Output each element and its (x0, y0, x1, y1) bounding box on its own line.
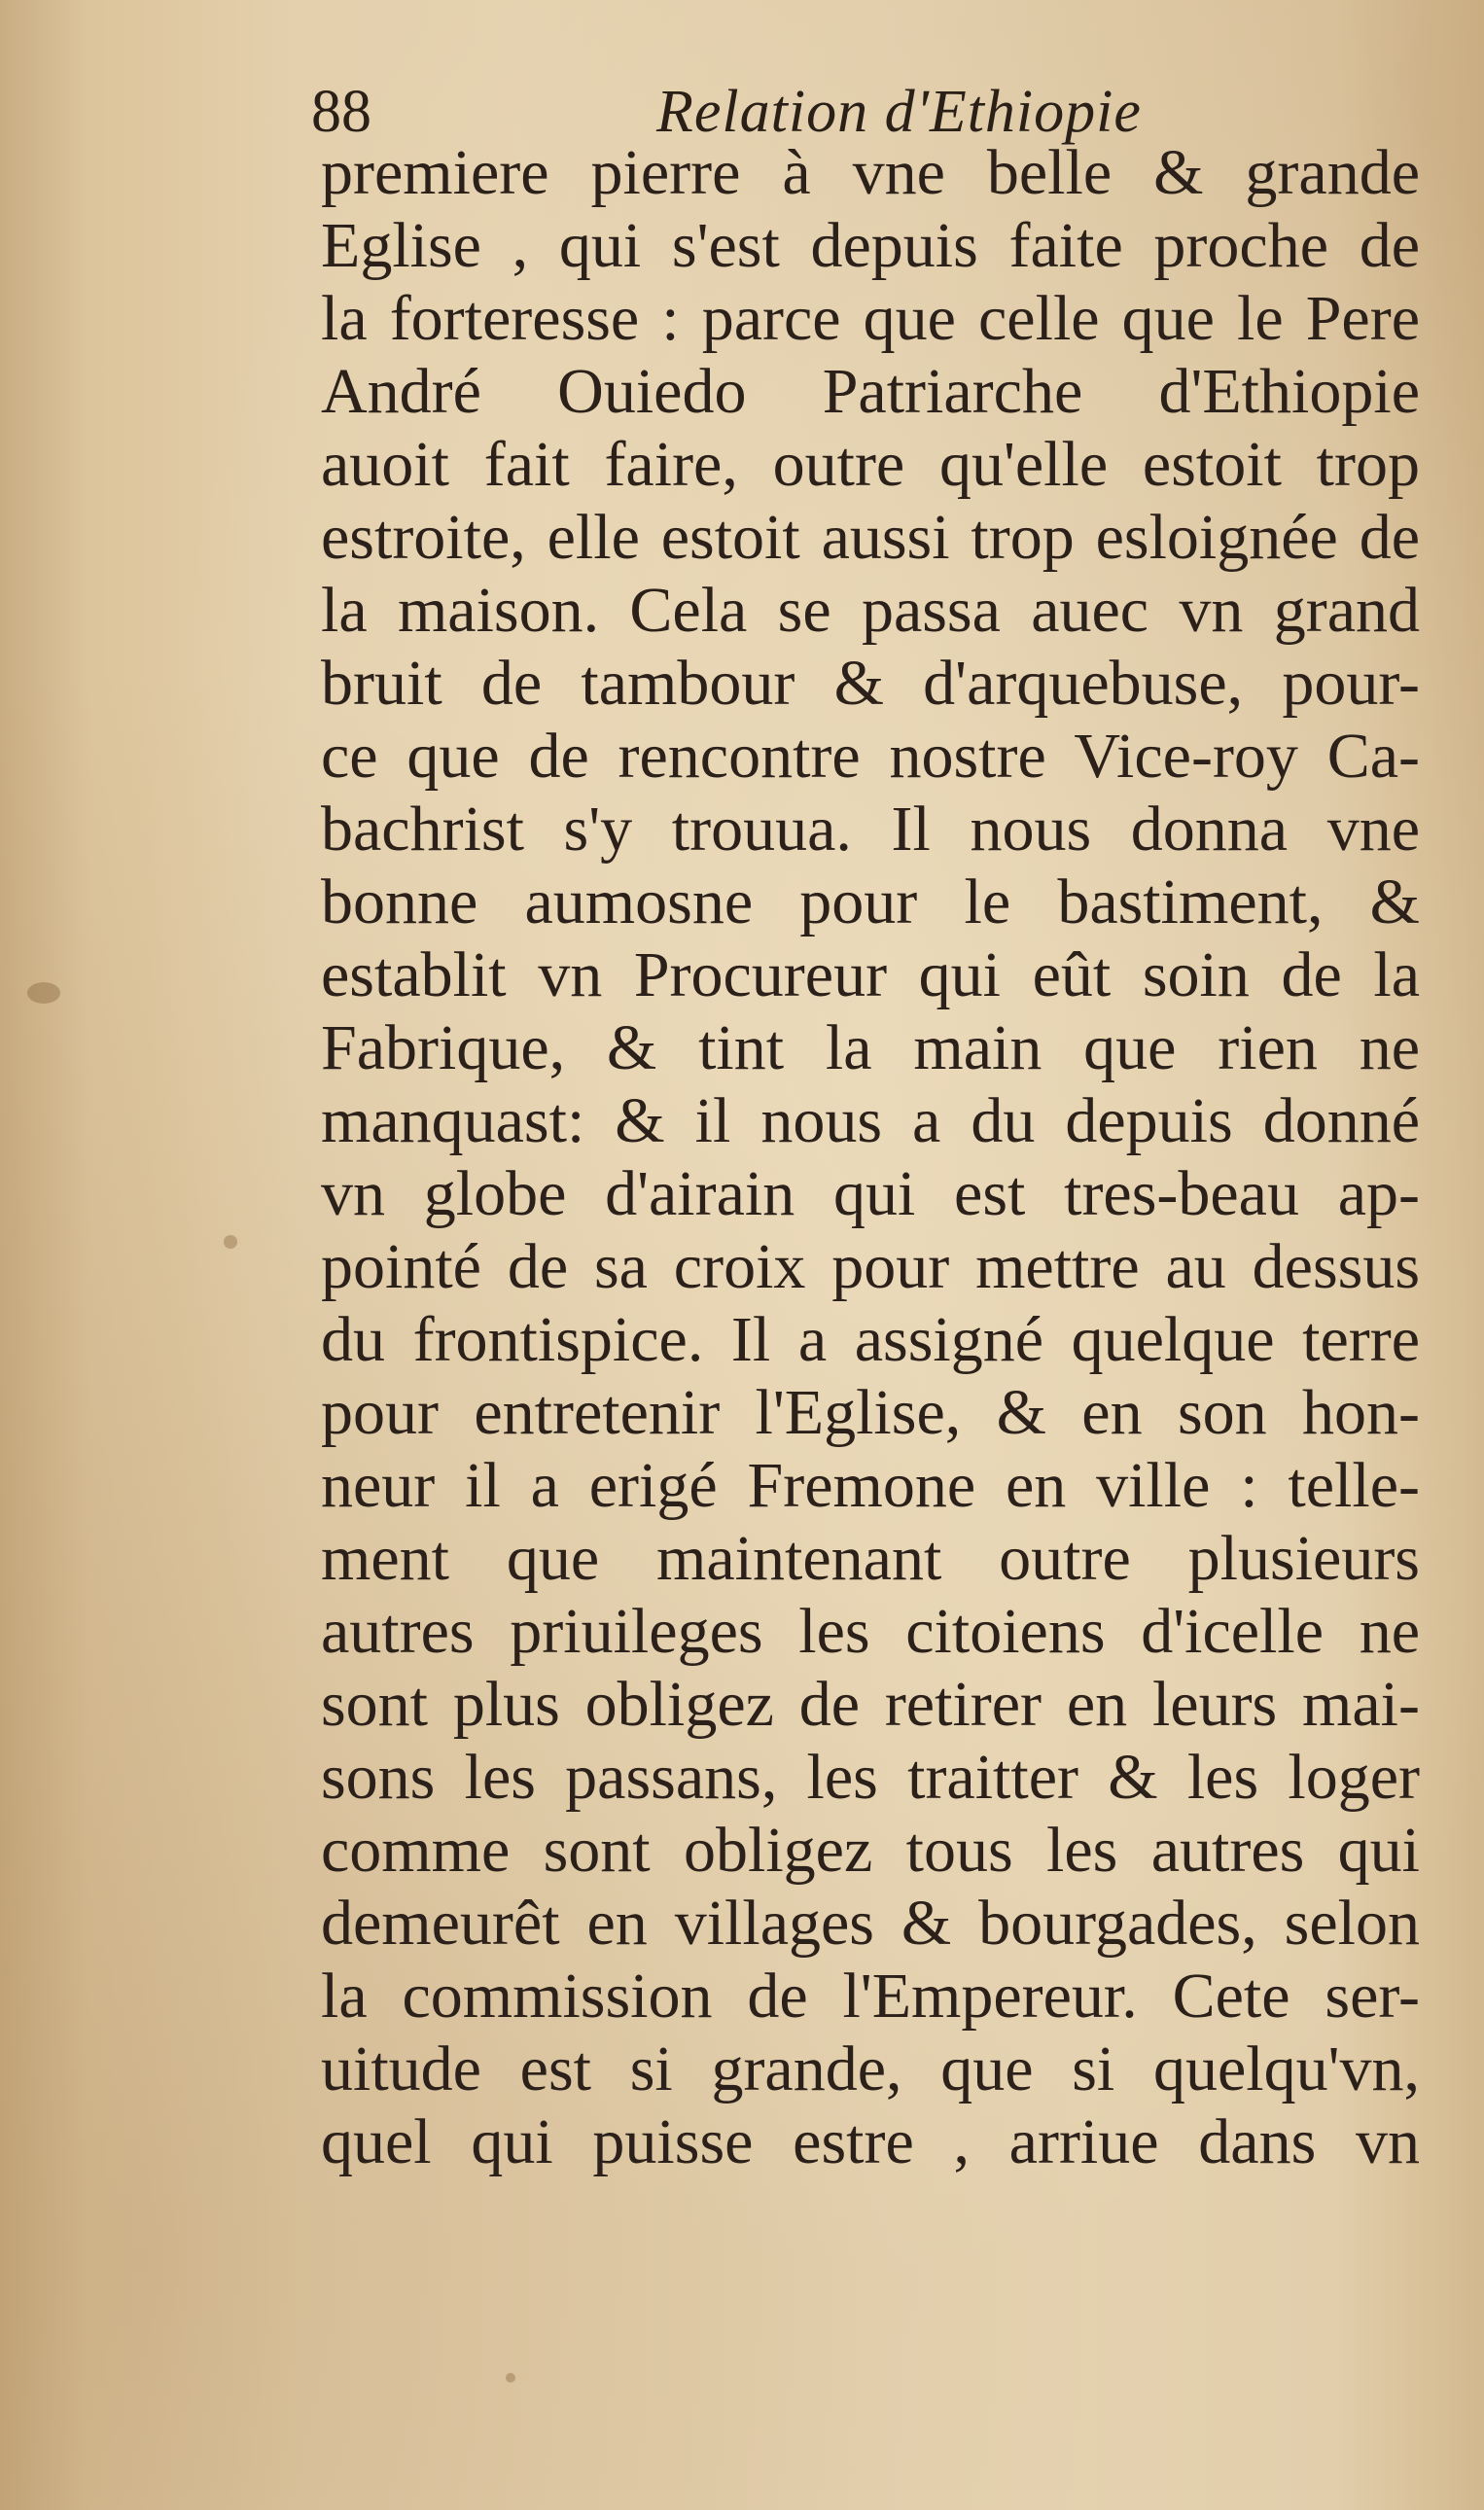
paper-stain (27, 982, 60, 1004)
text-line: vn globe d'airain qui est tres-beau ap- (321, 1158, 1420, 1229)
text-line: quel qui puisse estre , arriue dans vn (321, 2106, 1420, 2177)
text-line: la maison. Cela se passa auec vn grand (321, 575, 1420, 646)
text-line: Fabrique, & tint la main que rien ne (321, 1012, 1420, 1083)
text-line: demeurêt en villages & bourgades, selon (321, 1888, 1420, 1959)
paper-stain (224, 1235, 237, 1249)
text-line: bruit de tambour & d'arquebuse, pour- (321, 648, 1420, 719)
text-line: pointé de sa croix pour mettre au dessus (321, 1231, 1420, 1302)
text-line: premiere pierre à vne belle & grande (321, 137, 1420, 208)
text-line: André Ouiedo Patriarche d'Ethiopie (321, 356, 1420, 427)
text-line: auoit fait faire, outre qu'elle estoit trop (321, 429, 1420, 500)
text-line: ment que maintenant outre plusieurs (321, 1523, 1420, 1594)
text-line: Eglise , qui s'est depuis faite proche de (321, 210, 1420, 281)
text-line: estroite, elle estoit aussi trop esloignée de (321, 502, 1420, 573)
page-number: 88 (311, 79, 371, 145)
text-line: bachrist s'y trouua. Il nous donna vne (321, 794, 1420, 865)
running-title: Relation d'Ethiopie (656, 79, 1142, 145)
text-line: sons les passans, les traitter & les loger (321, 1742, 1420, 1813)
text-line: du frontispice. Il a assigné quelque terre (321, 1304, 1420, 1375)
text-line: pour entretenir l'Eglise, & en son hon- (321, 1377, 1420, 1448)
text-line: neur il a erigé Fremone en ville : telle- (321, 1450, 1420, 1521)
text-line: manquast: & il nous a du depuis donné (321, 1085, 1420, 1156)
text-line: establit vn Procureur qui eût soin de la (321, 939, 1420, 1010)
text-line: bonne aumosne pour le bastiment, & (321, 866, 1420, 937)
text-line: la forteresse : parce que celle que le Pere (321, 283, 1420, 354)
text-line: la commission de l'Empereur. Cete ser- (321, 1961, 1420, 2032)
text-line: sont plus obligez de retirer en leurs mai- (321, 1669, 1420, 1740)
body-text (321, 136, 1420, 2178)
text-line: uitude est si grande, que si quelqu'vn, (321, 2033, 1420, 2104)
text-line: comme sont obligez tous les autres qui (321, 1815, 1420, 1886)
text-line: autres priuileges les citoiens d'icelle ne (321, 1596, 1420, 1667)
text-line: ce que de rencontre nostre Vice-roy Ca- (321, 721, 1420, 792)
paper-stain (506, 2373, 515, 2383)
